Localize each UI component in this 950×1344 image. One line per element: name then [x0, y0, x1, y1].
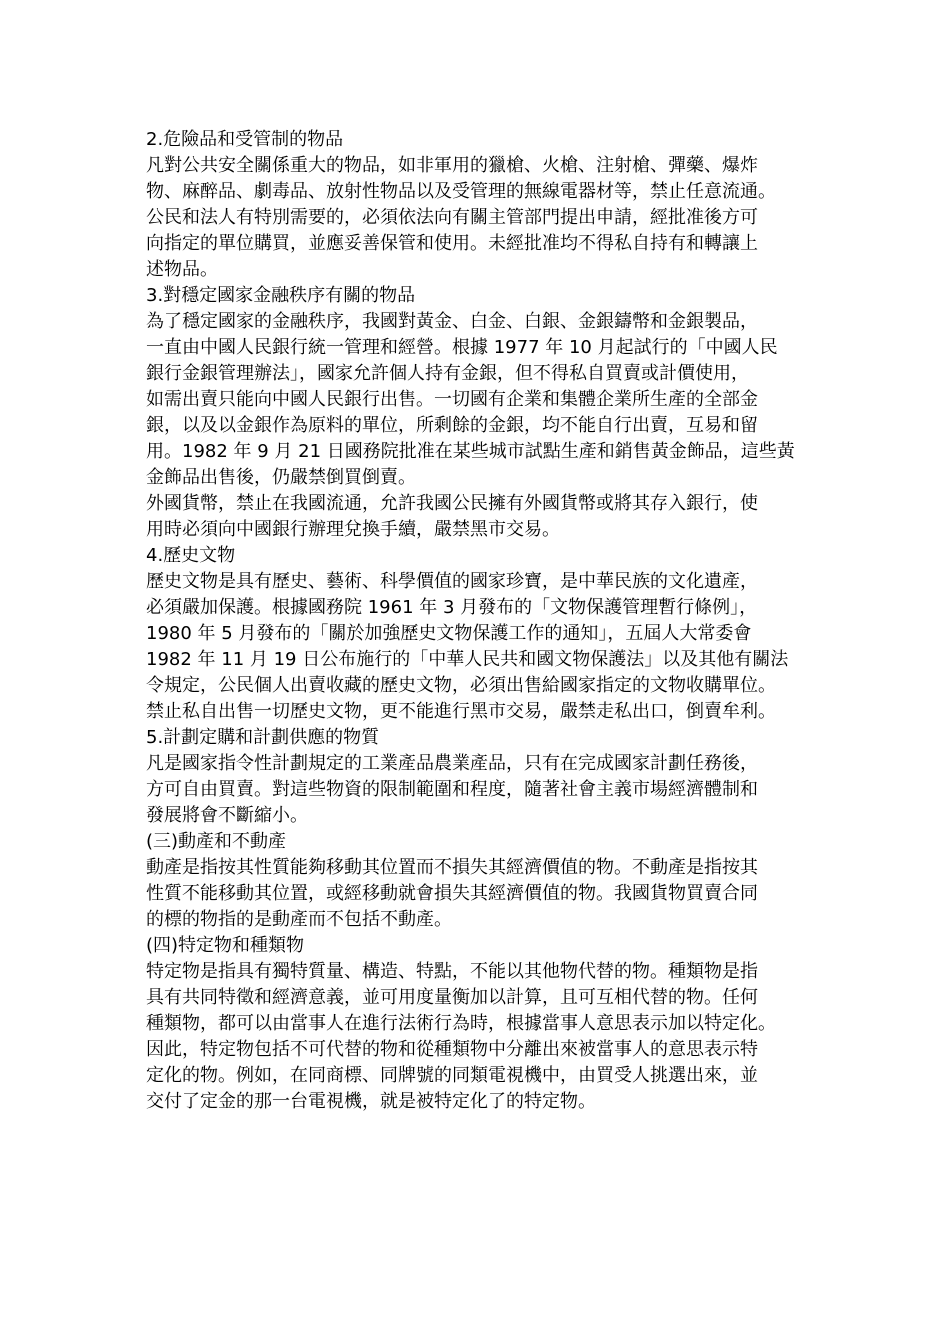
- text-line: (四)特定物和種類物: [146, 935, 305, 956]
- text-line: 特定物是指具有獨特質量、構造、特點，不能以其他物代替的物。種類物是指: [146, 961, 758, 982]
- text-line: 禁止私自出售一切歷史文物，更不能進行黑市交易，嚴禁走私出口，倒賣牟利。: [146, 701, 776, 722]
- text-line: 因此，特定物包括不可代替的物和從種類物中分離出來被當事人的意思表示特: [146, 1039, 758, 1060]
- text-line: 金飾品出售後，仍嚴禁倒買倒賣。: [146, 467, 416, 488]
- text-line: 定化的物。例如，在同商標、同牌號的同類電視機中，由買受人挑選出來，並: [146, 1065, 758, 1086]
- text-line: 4.歷史文物: [146, 545, 236, 566]
- text-line: 銀行金銀管理辦法」，國家允許個人持有金銀，但不得私自買賣或計價使用，: [146, 363, 749, 384]
- text-line: 物、麻醉品、劇毒品、放射性物品以及受管理的無線電器材等，禁止任意流通。: [146, 181, 776, 202]
- text-line: 性質不能移動其位置，或經移動就會損失其經濟價值的物。我國貨物買賣合同: [146, 883, 758, 904]
- text-line: 3.對穩定國家金融秩序有關的物品: [146, 285, 416, 306]
- text-line: 用。1982 年 9 月 21 日國務院批准在某些城市試點生產和銷售黃金飾品，這些黃: [146, 441, 795, 462]
- text-line: 公民和法人有特別需要的，必須依法向有關主管部門提出申請，經批准後方可: [146, 207, 758, 228]
- text-line: 用時必須向中國銀行辦理兌換手續，嚴禁黑市交易。: [146, 519, 560, 540]
- text-line: 為了穩定國家的金融秩序，我國對黃金、白金、白銀、金銀鑄幣和金銀製品，: [146, 311, 758, 332]
- document-body: [146, 127, 810, 1115]
- text-line: 具有共同特徵和經濟意義，並可用度量衡加以計算，且可互相代替的物。任何: [146, 987, 758, 1008]
- text-line: 歷史文物是具有歷史、藝術、科學價值的國家珍寶，是中華民族的文化遺產，: [146, 571, 758, 592]
- text-line: 必須嚴加保護。根據國務院 1961 年 3 月發布的「文物保護管理暫行條例」，: [146, 597, 758, 618]
- text-line: 一直由中國人民銀行統一管理和經營。根據 1977 年 10 月起試行的「中國人民: [146, 337, 778, 358]
- text-line: 述物品。: [146, 259, 218, 280]
- text-line: 發展將會不斷縮小。: [146, 805, 308, 826]
- text-line: 動產是指按其性質能夠移動其位置而不損失其經濟價值的物。不動產是指按其: [146, 857, 758, 878]
- text-line: (三)動產和不動產: [146, 831, 287, 852]
- text-line: 交付了定金的那一台電視機，就是被特定化了的特定物。: [146, 1091, 596, 1112]
- text-line: 向指定的單位購買，並應妥善保管和使用。未經批准均不得私自持有和轉讓上: [146, 233, 758, 254]
- text-line: 種類物，都可以由當事人在進行法術行為時，根據當事人意思表示加以特定化。: [146, 1013, 776, 1034]
- text-line: 的標的物指的是動產而不包括不動產。: [146, 909, 452, 930]
- text-line: 1980 年 5 月發布的「關於加強歷史文物保護工作的通知」，五屆人大常委會: [146, 623, 752, 644]
- text-line: 令規定，公民個人出賣收藏的歷史文物，必須出售給國家指定的文物收購單位。: [146, 675, 776, 696]
- text-line: 如需出賣只能向中國人民銀行出售。一切國有企業和集體企業所生產的全部金: [146, 389, 758, 410]
- text-line: 銀，以及以金銀作為原料的單位，所剩餘的金銀，均不能自行出賣，互易和留: [146, 415, 758, 436]
- text-line: 2.危險品和受管制的物品: [146, 129, 344, 150]
- text-line: 凡是國家指令性計劃規定的工業產品農業產品，只有在完成國家計劃任務後，: [146, 753, 758, 774]
- text-line: 凡對公共安全關係重大的物品，如非軍用的獵槍、火槍、注射槍、彈藥、爆炸: [146, 155, 758, 176]
- text-line: 方可自由買賣。對這些物資的限制範圍和程度，隨著社會主義市場經濟體制和: [146, 779, 758, 800]
- text-line: 外國貨幣，禁止在我國流通，允許我國公民擁有外國貨幣或將其存入銀行，使: [146, 493, 758, 514]
- text-line: 5.計劃定購和計劃供應的物質: [146, 727, 380, 748]
- text-line: 1982 年 11 月 19 日公布施行的「中華人民共和國文物保護法」以及其他有關法: [146, 649, 789, 670]
